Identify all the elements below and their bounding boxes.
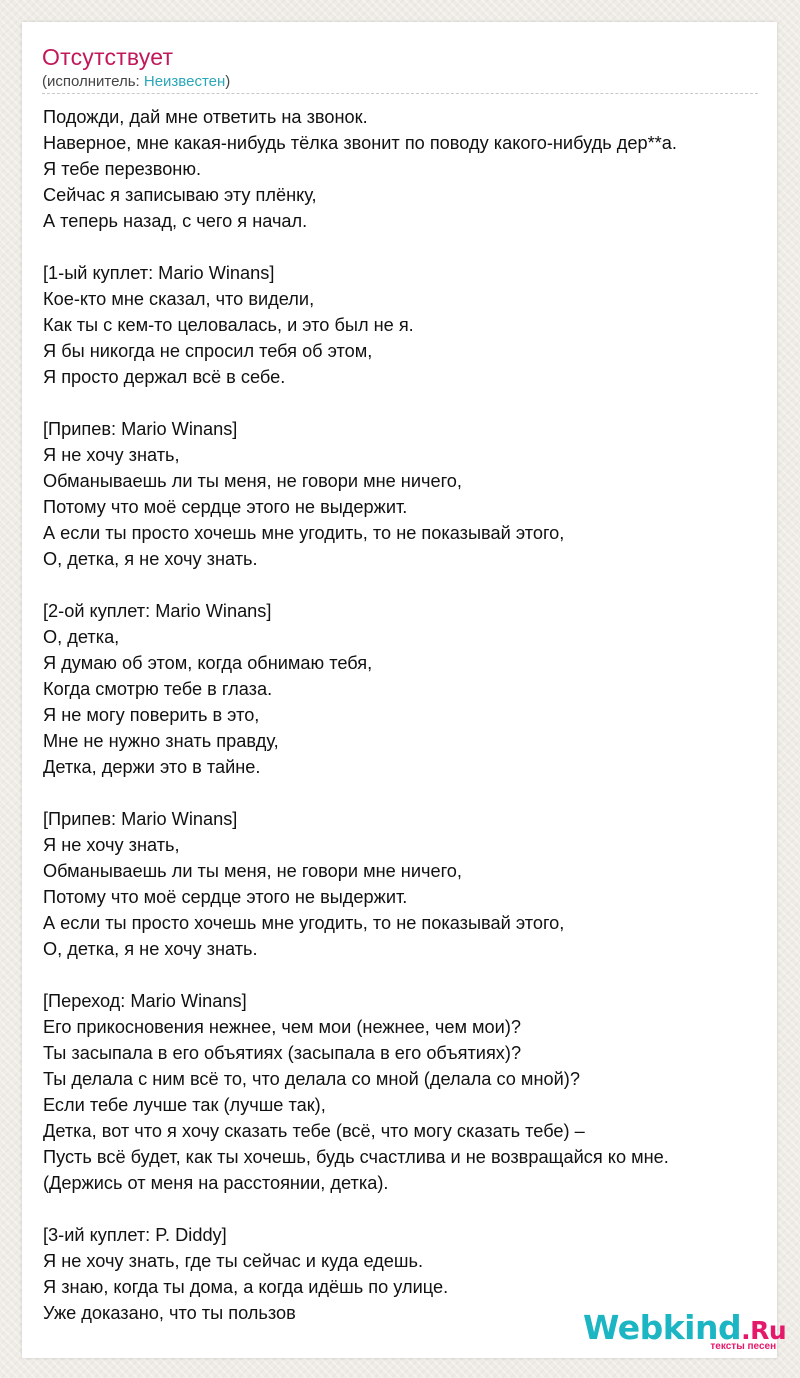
- lyric-line: Обманываешь ли ты меня, не говори мне ничего,: [43, 861, 462, 881]
- lyric-line: Я бы никогда не спросил тебя об этом,: [43, 341, 373, 361]
- lyric-line: [Переход: Mario Winans]: [43, 991, 247, 1011]
- lyric-line: Я думаю об этом, когда обнимаю тебя,: [43, 653, 373, 673]
- logo-tagline: тексты песен: [710, 1341, 777, 1352]
- site-logo[interactable]: [583, 1308, 787, 1352]
- lyric-line: Кое-кто мне сказал, что видели,: [43, 289, 315, 309]
- lyric-line: Детка, держи это в тайне.: [43, 757, 261, 777]
- lyric-line: А теперь назад, с чего я начал.: [43, 211, 308, 231]
- artist-line: [42, 73, 230, 90]
- header-divider: [42, 93, 758, 94]
- lyric-line: [Припев: Mario Winans]: [43, 419, 238, 439]
- lyric-line: [43, 234, 773, 260]
- lyric-line: Мне не нужно знать правду,: [43, 731, 279, 751]
- lyric-line: Если тебе лучше так (лучше так),: [43, 1095, 326, 1115]
- lyric-line: (Держись от меня на расстоянии, детка).: [43, 1173, 389, 1193]
- artist-prefix: (исполнитель:: [42, 73, 144, 90]
- lyric-line: Я не могу поверить в это,: [43, 705, 260, 725]
- lyric-line: [43, 1196, 773, 1222]
- song-title: Отсутствует: [42, 44, 174, 70]
- lyric-line: Подожди, дай мне ответить на звонок.: [43, 107, 368, 127]
- lyric-line: [43, 572, 773, 598]
- lyric-line: [2-ой куплет: Mario Winans]: [43, 601, 272, 621]
- lyric-line: Я знаю, когда ты дома, а когда идёшь по улице.: [43, 1277, 449, 1297]
- lyric-line: Уже доказано, что ты пользов: [43, 1303, 296, 1323]
- lyric-line: [43, 780, 773, 806]
- lyric-line: [1-ый куплет: Mario Winans]: [43, 263, 275, 283]
- lyric-line: Его прикосновения нежнее, чем мои (нежнее, чем мои)?: [43, 1017, 521, 1037]
- lyric-line: О, детка, я не хочу знать.: [43, 549, 258, 569]
- lyric-line: Когда смотрю тебе в глаза.: [43, 679, 273, 699]
- lyric-line: [3-ий куплет: P. Diddy]: [43, 1225, 227, 1245]
- lyric-line: Обманываешь ли ты меня, не говори мне ничего,: [43, 471, 462, 491]
- lyric-line: Я не хочу знать,: [43, 445, 180, 465]
- lyric-line: Потому что моё сердце этого не выдержит.: [43, 497, 408, 517]
- logo-name: Webkind: [583, 1308, 742, 1347]
- lyric-line: [43, 390, 773, 416]
- lyric-line: Я просто держал всё в себе.: [43, 367, 286, 387]
- lyric-line: А если ты просто хочешь мне угодить, то не показывай этого,: [43, 913, 565, 933]
- lyric-line: Ты делала с ним всё то, что делала со мной (делала со мной)?: [43, 1069, 580, 1089]
- lyric-line: О, детка,: [43, 627, 120, 647]
- lyrics-text: [43, 104, 773, 1326]
- lyric-line: Как ты с кем-то целовалась, и это был не я.: [43, 315, 414, 335]
- lyric-line: Детка, вот что я хочу сказать тебе (всё, что могу сказать тебе) –: [43, 1121, 585, 1141]
- lyric-line: Я тебе перезвоню.: [43, 159, 202, 179]
- lyric-line: [43, 962, 773, 988]
- lyric-line: Я не хочу знать, где ты сейчас и куда едешь.: [43, 1251, 423, 1271]
- artist-link[interactable]: Неизвестен: [143, 73, 226, 90]
- lyric-line: Наверное, мне какая-нибудь тёлка звонит по поводу какого-нибудь дер**а.: [43, 133, 677, 153]
- lyric-line: Сейчас я записываю эту плёнку,: [43, 185, 317, 205]
- lyric-line: О, детка, я не хочу знать.: [43, 939, 258, 959]
- artist-suffix: ): [225, 73, 231, 90]
- lyric-line: Потому что моё сердце этого не выдержит.: [43, 887, 408, 907]
- logo-tld: .Ru: [741, 1316, 787, 1345]
- lyric-line: Пусть всё будет, как ты хочешь, будь счастлива и не возвращайся ко мне.: [43, 1147, 669, 1167]
- lyric-line: Я не хочу знать,: [43, 835, 180, 855]
- lyric-line: [Припев: Mario Winans]: [43, 809, 238, 829]
- lyric-line: Ты засыпала в его объятиях (засыпала в его объятиях)?: [43, 1043, 522, 1063]
- lyric-line: А если ты просто хочешь мне угодить, то не показывай этого,: [43, 523, 565, 543]
